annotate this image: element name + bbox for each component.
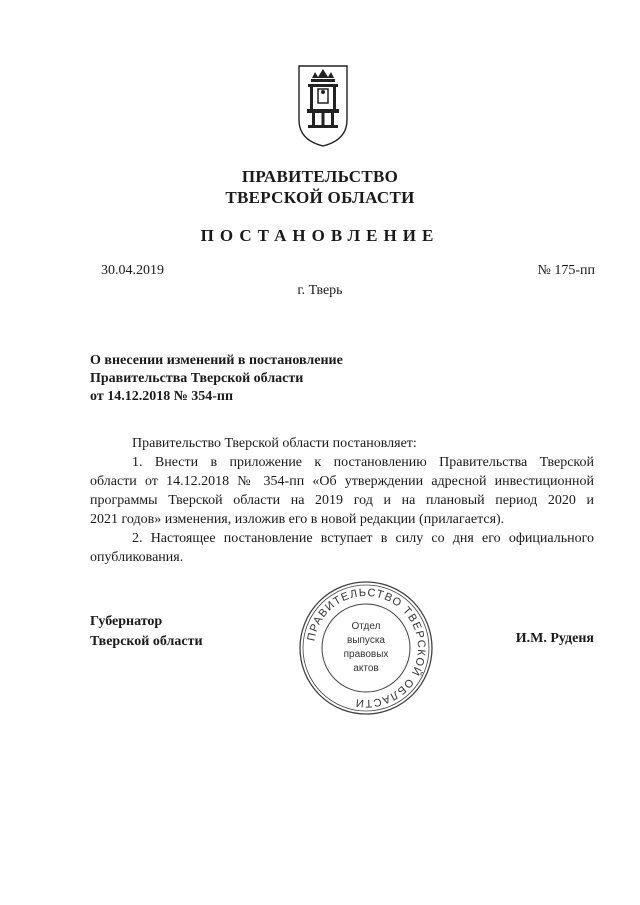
stamp-inner-line: актов xyxy=(353,663,379,674)
stamp-inner-text xyxy=(296,620,436,676)
document-city: г. Тверь xyxy=(297,283,343,298)
stamp-inner-line: Отдел xyxy=(351,621,381,632)
official-stamp xyxy=(296,578,436,718)
government-title-line2: ТВЕРСКОЙ ОБЛАСТИ xyxy=(225,188,415,207)
document-body xyxy=(90,434,594,567)
government-title-line1: ПРАВИТЕЛЬСТВО xyxy=(241,167,399,186)
position-line: Тверской области xyxy=(90,634,203,649)
position-line: Губернатор xyxy=(90,614,163,629)
subject-line: Правительства Тверской области xyxy=(90,371,304,386)
body-intro: Правительство Тверской области постановляет: xyxy=(132,436,417,451)
subject-line: О внесении изменений в постановление xyxy=(90,353,343,368)
body-item1-line: программы Тверской области на 2019 год и на плановый период 2020 и xyxy=(90,493,594,508)
coat-of-arms-emblem xyxy=(296,62,350,148)
document-subject xyxy=(90,352,343,406)
stamp-inner-line: выпуска xyxy=(347,635,385,646)
tver-coat-of-arms-icon xyxy=(296,62,350,148)
signatory-name: И.М. Руденя xyxy=(515,631,594,646)
body-item1-line: 1. Внести в приложение к постановлению Правительства Тверской xyxy=(132,455,594,470)
stamp-inner-line: правовых xyxy=(343,649,389,660)
body-item2-line: опубликования. xyxy=(90,550,184,565)
document-type-title: ПОСТАНОВЛЕНИЕ xyxy=(200,226,440,245)
subject-line: от 14.12.2018 № 354-пп xyxy=(90,389,234,404)
document-number: № 175-пп xyxy=(537,263,595,278)
stamp-ring-text: ПРАВИТЕЛЬСТВО ТВЕРСКОЙ ОБЛАСТИ xyxy=(305,586,428,710)
body-item2-line: 2. Настоящее постановление вступает в силу со дня его официального xyxy=(132,531,594,546)
signatory-position xyxy=(90,612,203,652)
body-item1-line: 2021 годов» изменения, изложив его в новой редакции (прилагается). xyxy=(90,512,505,527)
document-date: 30.04.2019 xyxy=(101,263,164,278)
body-item1-line: области от 14.12.2018 № 354-пп «Об утверждении адресной инвестиционной xyxy=(90,474,594,489)
